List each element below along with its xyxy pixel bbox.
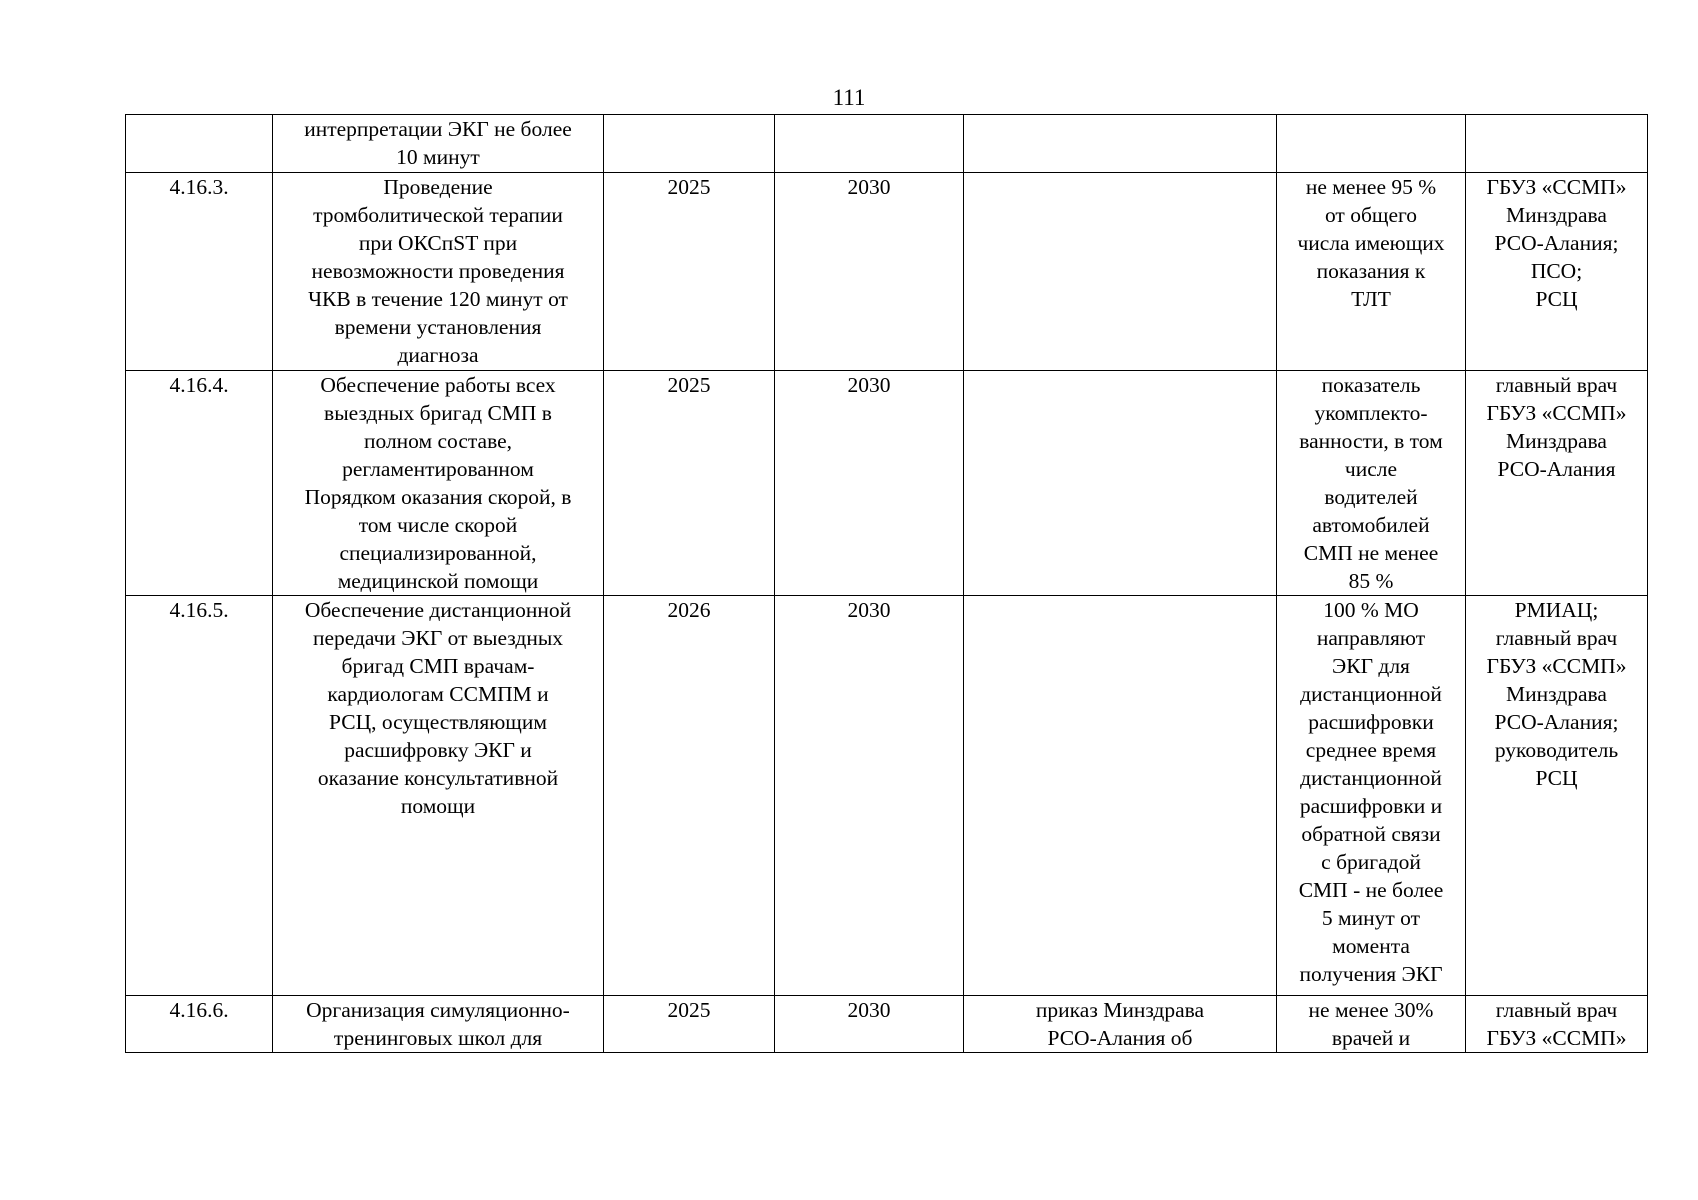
- item-number-cell: 4.16.6.: [126, 996, 273, 1053]
- item-number-cell: 4.16.3.: [126, 173, 273, 371]
- table-row: [126, 371, 1648, 596]
- activity-cell: интерпретации ЭКГ не более 10 минут: [273, 115, 604, 173]
- table-row: [126, 996, 1648, 1053]
- end-year-cell: 2030: [775, 173, 964, 371]
- end-year-cell: 2030: [775, 371, 964, 596]
- end-year-cell: 2030: [775, 996, 964, 1053]
- indicator-cell: не менее 30% врачей и: [1277, 996, 1466, 1053]
- start-year-cell: 2026: [604, 596, 775, 996]
- item-number-cell: 4.16.5.: [126, 596, 273, 996]
- table-row: [126, 596, 1648, 996]
- page-number: 111: [832, 85, 866, 110]
- indicator-cell: не менее 95 % от общего числа имеющих показания к ТЛТ: [1277, 173, 1466, 371]
- end-year-cell: [775, 115, 964, 173]
- responsible-cell: [1466, 115, 1648, 173]
- responsible-cell: главный врач ГБУЗ «ССМП» Минздрава РСО-Алания: [1466, 371, 1648, 596]
- start-year-cell: 2025: [604, 996, 775, 1053]
- document-cell: [964, 371, 1277, 596]
- activity-cell: Проведение тромболитической терапии при ОКСпST при невозможности проведения ЧКВ в течение 120 минут от времени установления диагноза: [273, 173, 604, 371]
- activity-cell: Обеспечение дистанционной передачи ЭКГ от выездных бригад СМП врачам- кардиологам ССМПМ и РСЦ, осуществляющим расшифровку ЭКГ и оказание консультативной помощи: [273, 596, 604, 996]
- activity-cell: Организация симуляционно- тренинговых школ для: [273, 996, 604, 1053]
- responsible-cell: ГБУЗ «ССМП» Минздрава РСО-Алания; ПСО; РСЦ: [1466, 173, 1648, 371]
- indicator-cell: [1277, 115, 1466, 173]
- indicator-cell: 100 % МО направляют ЭКГ для дистанционной расшифровки среднее время дистанционной расшифровки и обратной связи с бригадой СМП - не более 5 минут от момента получения ЭКГ: [1277, 596, 1466, 996]
- activity-table: [125, 114, 1648, 1053]
- item-number-cell: 4.16.4.: [126, 371, 273, 596]
- document-cell: [964, 596, 1277, 996]
- document-cell: [964, 173, 1277, 371]
- start-year-cell: 2025: [604, 371, 775, 596]
- table-row: [126, 115, 1648, 173]
- end-year-cell: 2030: [775, 596, 964, 996]
- start-year-cell: 2025: [604, 173, 775, 371]
- start-year-cell: [604, 115, 775, 173]
- document-cell: [964, 115, 1277, 173]
- activity-cell: Обеспечение работы всех выездных бригад СМП в полном составе, регламентированном Порядком оказания скорой, в том числе скорой специализированной, медицинской помощи: [273, 371, 604, 596]
- item-number-cell: [126, 115, 273, 173]
- responsible-cell: РМИАЦ; главный врач ГБУЗ «ССМП» Минздрава РСО-Алания; руководитель РСЦ: [1466, 596, 1648, 996]
- responsible-cell: главный врач ГБУЗ «ССМП»: [1466, 996, 1648, 1053]
- table-row: [126, 173, 1648, 371]
- document-cell: приказ Минздрава РСО-Алания об: [964, 996, 1277, 1053]
- indicator-cell: показатель укомплекто- ванности, в том числе водителей автомобилей СМП не менее 85 %: [1277, 371, 1466, 596]
